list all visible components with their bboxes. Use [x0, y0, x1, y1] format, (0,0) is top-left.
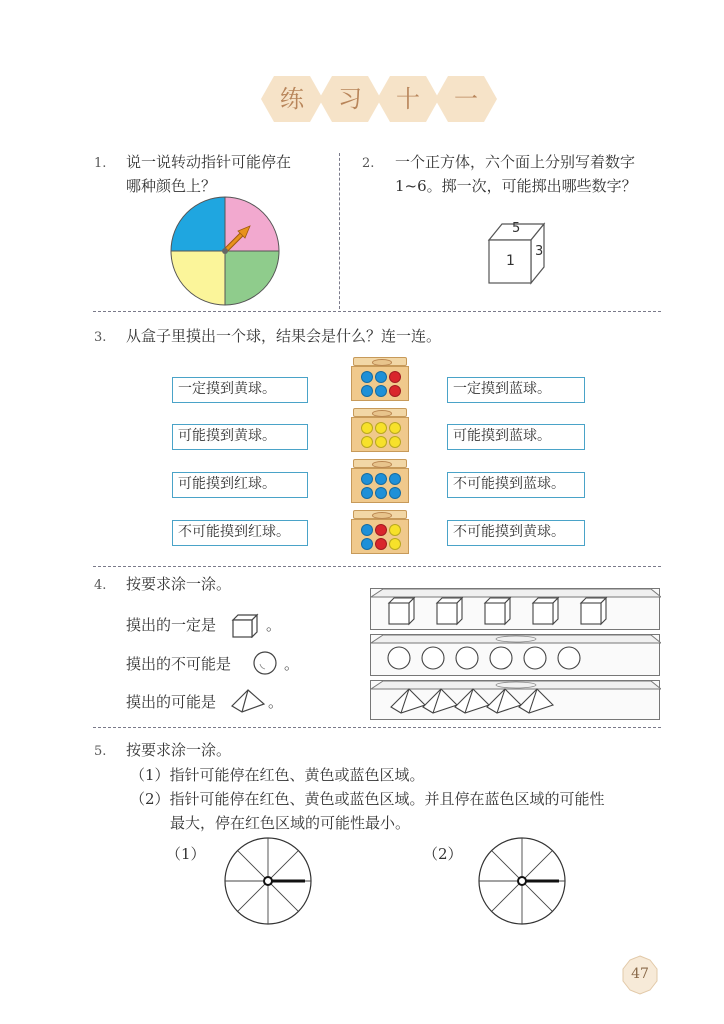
title-char: 习: [338, 85, 362, 113]
divider: [93, 727, 661, 728]
title-char: 一: [454, 85, 478, 113]
cube-side-number: 3: [535, 244, 544, 259]
q4-period: 。: [284, 655, 300, 673]
ball: [361, 422, 373, 434]
ball: [361, 538, 373, 550]
q2-text-line1: 一个正方体，六个面上分别写着数字: [395, 153, 636, 171]
ball: [361, 487, 373, 499]
q4-line1: 摸出的一定是: [126, 616, 217, 634]
ball: [389, 473, 401, 485]
q5-spinner-1[interactable]: [223, 836, 313, 926]
ball: [375, 538, 387, 550]
shape-box-spheres: [370, 634, 660, 676]
ball-box: [351, 510, 409, 554]
divider-vertical: [339, 153, 340, 309]
ball-box: [351, 357, 409, 401]
q4-text: 按要求涂一涂。: [126, 575, 232, 593]
ball: [375, 385, 387, 397]
cube-front-number: 1: [506, 253, 515, 269]
q3-right-option[interactable]: 不可能摸到蓝球。: [447, 472, 585, 498]
cube-top-number: 5: [512, 221, 521, 236]
ball-box: [351, 459, 409, 503]
ball: [375, 487, 387, 499]
ball: [375, 371, 387, 383]
title-char: 练: [280, 85, 304, 113]
q5-part2-line2: 最大，停在红色区域的可能性最小。: [170, 814, 411, 832]
ball-box: [351, 408, 409, 452]
sphere-icon: [252, 650, 278, 676]
shape-box-pyramids: [370, 680, 660, 720]
title-hexagon: [318, 74, 382, 124]
ball: [389, 487, 401, 499]
page-number: 47: [631, 966, 649, 982]
ball: [389, 371, 401, 383]
q5-number: 5.: [94, 744, 107, 759]
divider: [93, 566, 661, 567]
q5-text: 按要求涂一涂。: [126, 741, 232, 759]
q5-spinner-2[interactable]: [477, 836, 567, 926]
q4-period: 。: [268, 693, 284, 711]
page-number-badge: [621, 955, 659, 995]
ball: [389, 385, 401, 397]
ball: [375, 422, 387, 434]
q1-text-line2: 哪种颜色上？: [126, 177, 217, 195]
q4-line2: 摸出的不可能是: [126, 655, 232, 673]
q1-spinner: [170, 196, 280, 306]
q5-part1: （1）指针可能停在红色、黄色或蓝色区域。: [130, 766, 425, 784]
ball: [389, 422, 401, 434]
q2-text-line2: 1~6。掷一次，可能掷出哪些数字？: [395, 177, 637, 195]
q5-label-2: （2）: [423, 845, 463, 863]
divider: [93, 311, 661, 312]
q3-left-option[interactable]: 一定摸到黄球。: [172, 377, 308, 403]
ball: [389, 538, 401, 550]
ball: [361, 371, 373, 383]
title-hexagon: [434, 74, 498, 124]
title-hexagon: [260, 74, 324, 124]
q3-right-option[interactable]: 一定摸到蓝球。: [447, 377, 585, 403]
q3-left-option[interactable]: 不可能摸到红球。: [172, 520, 308, 546]
ball: [361, 473, 373, 485]
title-hexagon: [376, 74, 440, 124]
ball: [375, 473, 387, 485]
q2-number: 2.: [362, 156, 375, 171]
q4-period: 。: [266, 616, 282, 634]
ball: [375, 436, 387, 448]
ball: [375, 524, 387, 536]
shape-box-cubes: [370, 588, 660, 630]
q3-number: 3.: [94, 330, 107, 345]
ball: [361, 385, 373, 397]
ball: [389, 524, 401, 536]
q4-number: 4.: [94, 578, 107, 593]
q1-text-line1: 说一说转动指针可能停在: [126, 153, 292, 171]
q3-right-option[interactable]: 可能摸到蓝球。: [447, 424, 585, 450]
pyramid-icon: [230, 688, 266, 716]
q5-part2-line1: （2）指针可能停在红色、黄色或蓝色区域。并且停在蓝色区域的可能性: [130, 790, 605, 808]
ball: [389, 436, 401, 448]
q3-right-option[interactable]: 不可能摸到黄球。: [447, 520, 585, 546]
q5-label-1: （1）: [166, 845, 206, 863]
ball: [361, 436, 373, 448]
q3-left-option[interactable]: 可能摸到红球。: [172, 472, 308, 498]
q3-text: 从盒子里摸出一个球，结果会是什么？连一连。: [126, 327, 442, 345]
q4-line3: 摸出的可能是: [126, 693, 217, 711]
ball: [361, 524, 373, 536]
q3-left-option[interactable]: 可能摸到黄球。: [172, 424, 308, 450]
cube-icon: [230, 612, 260, 638]
title-char: 十: [396, 85, 420, 113]
q1-number: 1.: [94, 156, 107, 171]
